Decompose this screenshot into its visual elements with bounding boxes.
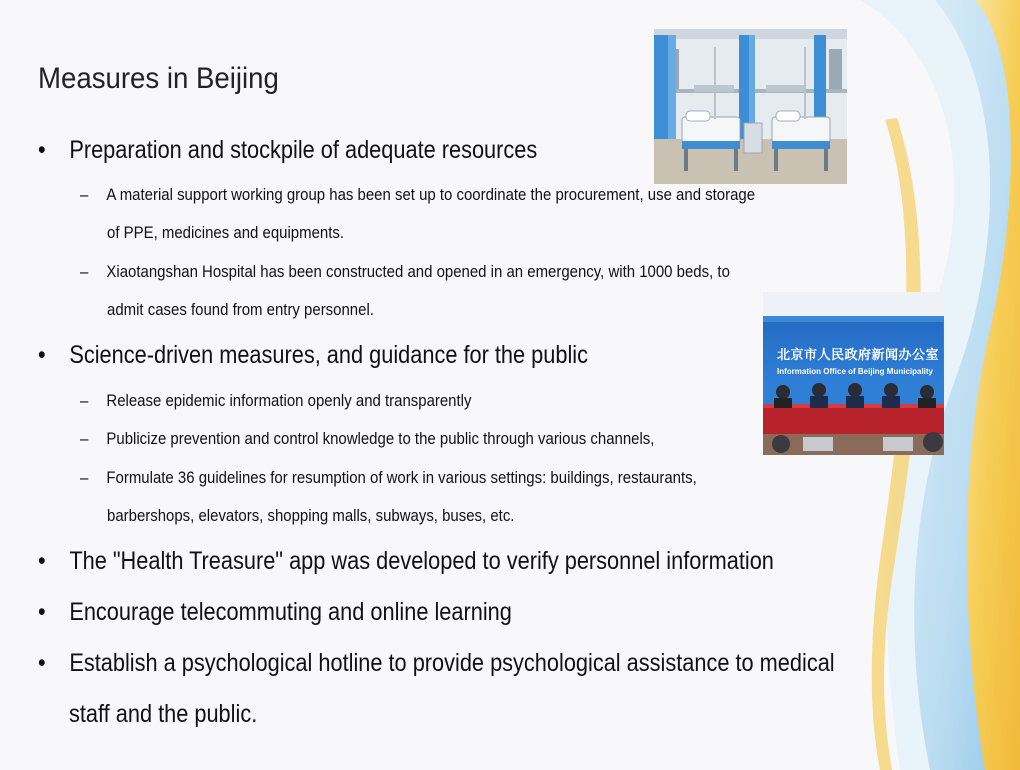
sub-bullet-text: Formulate 36 guidelines for resumption of work in various settings: buildings, restaurants, <box>106 468 697 487</box>
press-conference-photo <box>763 292 944 455</box>
bullet-item <box>38 136 537 165</box>
bullet-text: Establish a psychological hotline to provide psychological assistance to medical <box>69 649 835 677</box>
press-sign-chinese: 北京市人民政府新闻办公室 <box>777 348 940 363</box>
sub-bullet-item <box>80 185 755 205</box>
bullet-marker: • <box>38 136 46 164</box>
hospital-ward-illustration <box>654 29 847 184</box>
dash-marker: – <box>80 468 89 487</box>
bullet-continuation: staff and the public. <box>69 700 258 728</box>
dash-marker: – <box>80 262 89 281</box>
bullet-item <box>38 598 512 627</box>
bullet-text: Science-driven measures, and guidance for the public <box>69 341 589 369</box>
bullet-item <box>38 547 774 576</box>
sub-bullet-text: A material support working group has been set up to coordinate the procurement, use and storage <box>106 185 756 204</box>
dash-marker: – <box>80 429 89 448</box>
sub-bullet-text: Publicize prevention and control knowledge to the public through various channels, <box>106 429 655 448</box>
slide-title: Measures in Beijing <box>38 62 279 95</box>
bullet-marker: • <box>38 649 46 677</box>
bullet-marker: • <box>38 547 46 575</box>
bullet-marker: • <box>38 598 46 626</box>
sub-bullet-item <box>80 429 654 449</box>
bullet-text: The "Health Treasure" app was developed to verify personnel information <box>69 547 774 575</box>
press-sign-english: Information Office of Beijing Municipality <box>777 367 934 376</box>
bullet-item <box>38 649 835 678</box>
sub-bullet-item <box>80 262 730 282</box>
hospital-ward-photo <box>654 29 847 184</box>
sub-bullet-continuation: of PPE, medicines and equipments. <box>107 223 345 242</box>
sub-bullet-continuation: admit cases found from entry personnel. <box>107 300 374 319</box>
sub-bullet-text: Xiaotangshan Hospital has been constructed and opened in an emergency, with 1000 beds, to <box>106 262 730 281</box>
bullet-marker: • <box>38 341 46 369</box>
sub-bullet-item <box>80 468 697 488</box>
dash-marker: – <box>80 391 89 410</box>
dash-marker: – <box>80 185 89 204</box>
sub-bullet-item <box>80 391 471 411</box>
sub-bullet-text: Release epidemic information openly and transparently <box>106 391 472 410</box>
sub-bullet-continuation: barbershops, elevators, shopping malls, subways, buses, etc. <box>107 506 515 525</box>
bullet-text: Preparation and stockpile of adequate resources <box>69 136 538 164</box>
bullet-item <box>38 341 588 370</box>
bullet-text: Encourage telecommuting and online learning <box>69 598 512 626</box>
